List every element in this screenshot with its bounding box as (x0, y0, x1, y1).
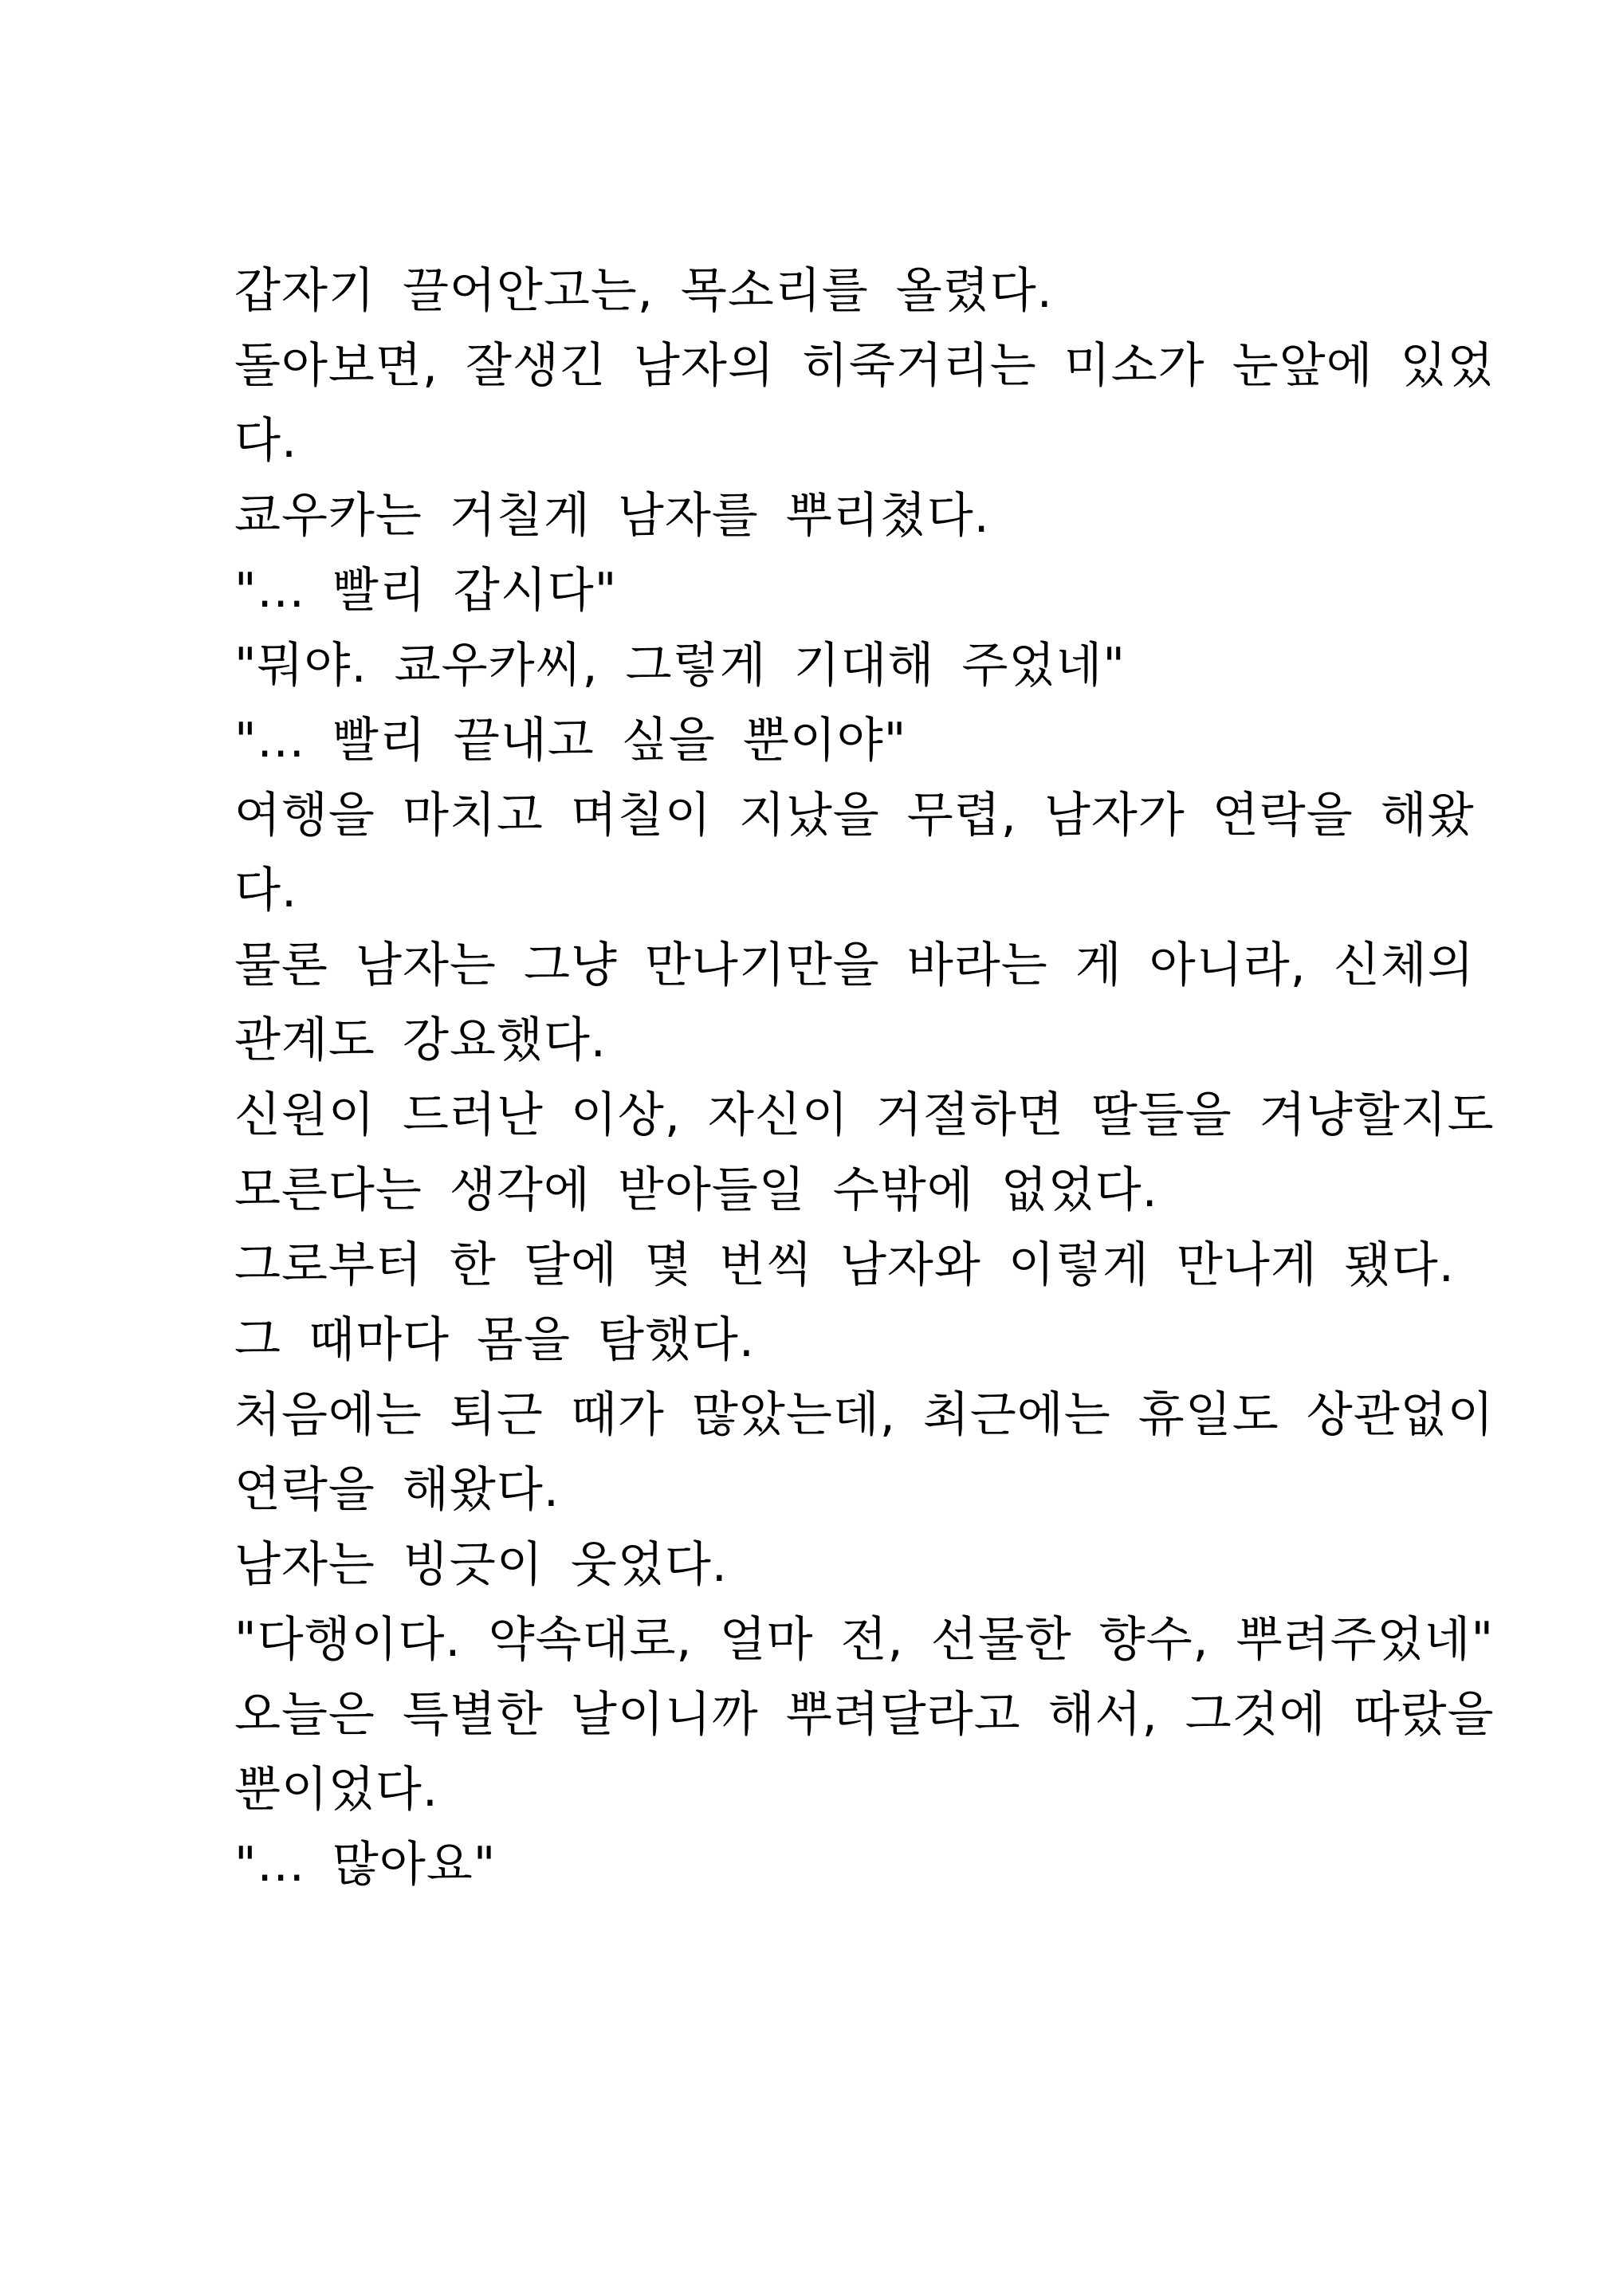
text-line: "... 많아요" (234, 1837, 497, 1893)
text-line: 처음에는 퇴근 때가 많았는데, 최근에는 휴일도 상관없이 (234, 1387, 1495, 1443)
text-line: "다행이다. 약속대로, 얼마 전, 선물한 향수, 뿌려주었네" (234, 1612, 1495, 1668)
text-line: 그로부터 한 달에 몇 번씩 남자와 이렇게 만나게 됐다. (234, 1237, 1455, 1293)
text-line: 돌아보면, 잘생긴 남자의 히죽거리는 미소가 눈앞에 있었 (234, 338, 1495, 394)
text-line: 뿐이었다. (234, 1762, 438, 1818)
text-line: "뭐야. 쿄우카씨, 그렇게 기대해 주었네" (234, 638, 1126, 694)
text-line: 갑자기 끌어안고는, 목소리를 올렸다. (234, 263, 1053, 319)
text-line: 오늘은 특별한 날이니까 뿌려달라고 해서, 그것에 따랐을 (234, 1687, 1495, 1743)
text-line: 연락을 해왔다. (234, 1462, 560, 1518)
text-line: 여행을 마치고 며칠이 지났을 무렵, 남자가 연락을 해왔 (234, 788, 1475, 843)
text-line: 물론 남자는 그냥 만나기만을 바라는 게 아니라, 신체의 (234, 938, 1475, 993)
text-line: 다. (234, 863, 298, 918)
text-line: 신원이 드러난 이상, 자신이 거절하면 딸들을 겨냥할지도 (234, 1087, 1495, 1143)
text-line: "... 빨리 갑시다" (234, 563, 618, 619)
text-line: 다. (234, 413, 298, 469)
body-text (234, 254, 1495, 1902)
text-line: 그 때마다 몸을 탐했다. (234, 1312, 755, 1368)
text-line: 쿄우카는 거칠게 남자를 뿌리쳤다. (234, 488, 990, 544)
text-line: 모른다는 생각에 받아들일 수밖에 없었다. (234, 1162, 1158, 1218)
text-line: 남자는 빙긋이 웃었다. (234, 1537, 728, 1593)
text-line: "... 빨리 끝내고 싶을 뿐이야" (234, 713, 907, 769)
text-line: 관계도 강요했다. (234, 1012, 607, 1068)
